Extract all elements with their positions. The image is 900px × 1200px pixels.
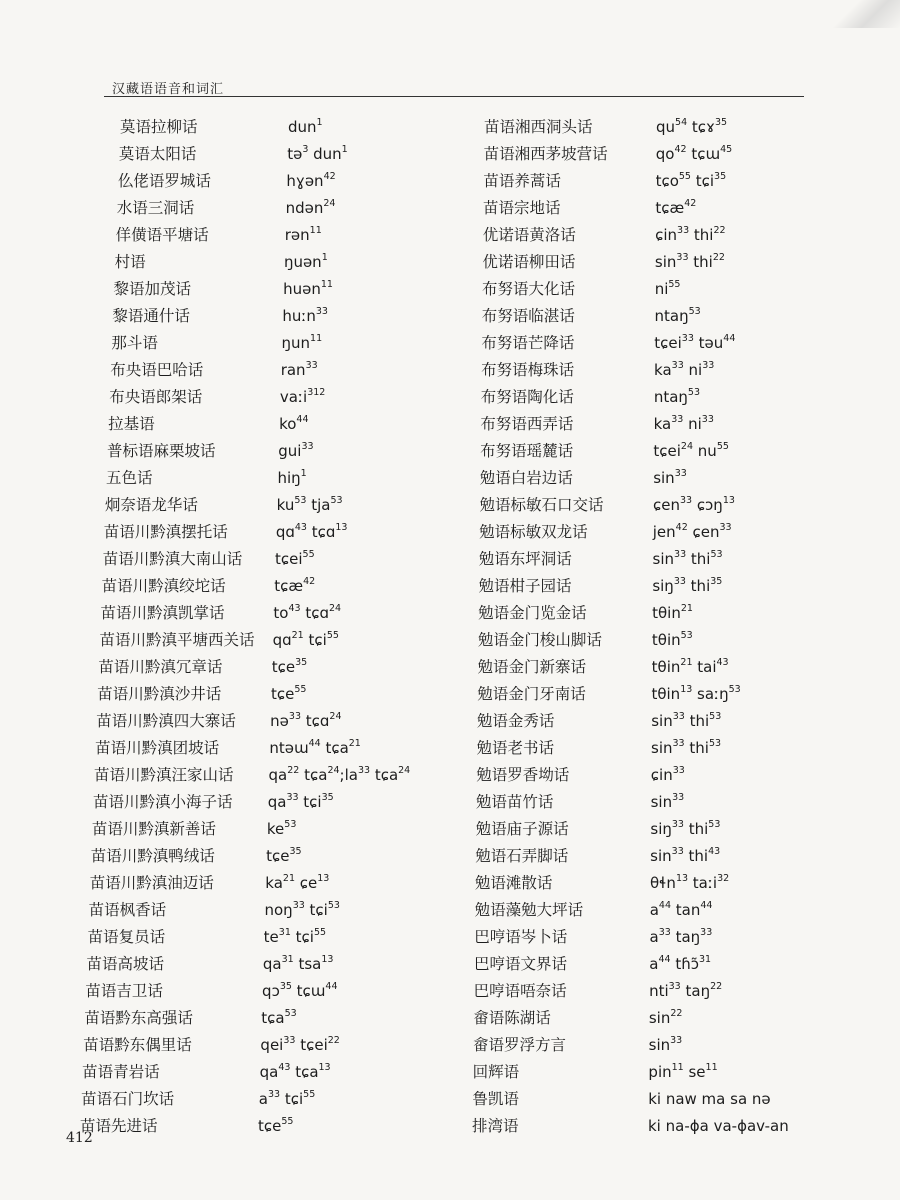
entry-row xyxy=(80,816,440,843)
entry-row xyxy=(472,816,832,843)
dialect-name: 布努语梅珠话 xyxy=(481,361,575,379)
entry-row xyxy=(472,384,832,411)
entry-row xyxy=(472,1059,832,1086)
entry-row xyxy=(472,924,832,951)
entry-row xyxy=(80,978,440,1005)
entry-row xyxy=(80,951,440,978)
entry-row xyxy=(80,1086,440,1113)
entry-row xyxy=(80,384,440,411)
entry-row xyxy=(472,735,832,762)
dialect-name: 苗语川黔滇凯掌话 xyxy=(100,604,225,622)
phonetic-form: $te^{31}$ tɕi$^{55}$ xyxy=(263,927,327,946)
phonetic-form: $\sin^{33} thi^{53}$ xyxy=(651,711,722,730)
entry-row xyxy=(80,249,440,276)
phonetic-form: qɑ$^{21}$ tɕi$^{55}$ xyxy=(272,630,339,649)
dialect-name: 苗语川黔滇四大寨话 xyxy=(96,712,236,730)
dialect-name: 苗语川黔滇鸭绒话 xyxy=(90,847,215,865)
phonetic-form: ɕen$^{33}$ ɕɔŋ$^{13}$ xyxy=(652,495,735,514)
dialect-name: 苗语青岩话 xyxy=(82,1063,160,1081)
phonetic-form: tɕa$^{53}$ xyxy=(261,1008,297,1027)
phonetic-form: θɬn$^{13}$ taːi$^{32}$ xyxy=(649,873,730,892)
entry-row xyxy=(472,627,832,654)
phonetic-form: qɔ$^{35}$ tɕɯ$^{44}$ xyxy=(262,981,338,1000)
entry-row xyxy=(80,195,440,222)
left-column xyxy=(80,114,440,1140)
phonetic-form: tɕe$^{55}$ xyxy=(258,1116,294,1135)
phonetic-form: tθin$^{53}$ xyxy=(651,630,693,649)
dialect-name: 勉语标敏双龙话 xyxy=(479,523,588,541)
dialect-name: 巴哼语岑卜话 xyxy=(474,928,568,946)
dialect-name: 苗语黔东高强话 xyxy=(84,1009,193,1027)
entry-row xyxy=(80,546,440,573)
phonetic-form: $a^{44}$ $\tan^{44}$ xyxy=(649,900,713,919)
dialect-name: 苗语川黔滇冗章话 xyxy=(98,658,223,676)
entry-row xyxy=(472,168,832,195)
entry-row xyxy=(472,1032,832,1059)
entry-row xyxy=(472,762,832,789)
dialect-name: 苗语宗地话 xyxy=(483,199,561,217)
entry-row xyxy=(472,681,832,708)
phonetic-form: huən$^{11}$ xyxy=(283,279,333,298)
entry-row xyxy=(80,168,440,195)
phonetic-form: $\sin^{33} thi^{43}$ xyxy=(650,846,721,865)
phonetic-form: jen$^{42}$ ɕen$^{33}$ xyxy=(652,522,732,541)
phonetic-form: dun$^1$ xyxy=(288,117,323,136)
entry-row xyxy=(80,303,440,330)
dialect-name: 黎语加茂话 xyxy=(113,280,192,298)
phonetic-form: hɣən$^{42}$ xyxy=(286,171,336,190)
phonetic-form: $a^{33}$ taŋ$^{33}$ xyxy=(649,927,713,946)
phonetic-form: tɕe$^{55}$ xyxy=(270,684,307,703)
phonetic-form: ntaŋ$^{53}$ xyxy=(654,306,701,325)
phonetic-form: ɕin$^{33}$ xyxy=(650,765,685,784)
dialect-name: 苗语吉卫话 xyxy=(85,982,163,1000)
dialect-name: 拉基语 xyxy=(108,415,155,433)
entry-row xyxy=(472,573,832,600)
entry-row xyxy=(472,357,832,384)
entry-row xyxy=(472,222,832,249)
running-head: 汉藏语语音和词汇 xyxy=(112,82,225,97)
phonetic-form: pin$^{11}$ $se^{11}$ xyxy=(648,1062,718,1081)
dialect-name: 勉语东坪洞话 xyxy=(478,550,572,568)
dialect-name: 鲁凯语 xyxy=(472,1090,519,1108)
entry-row xyxy=(472,114,832,141)
dialect-name: 苗语川黔滇平塘西关话 xyxy=(99,631,255,649)
entry-row xyxy=(472,789,832,816)
entry-row xyxy=(80,1059,440,1086)
dialect-name: 布央语郎架话 xyxy=(109,388,203,406)
dialect-name: 苗语养蒿话 xyxy=(483,172,561,190)
phonetic-form: $\sin^{33} thi^{22}$ xyxy=(654,252,725,271)
phonetic-form: $\sin^{22}$ xyxy=(648,1008,683,1027)
entry-row xyxy=(80,735,440,762)
entry-row xyxy=(80,924,440,951)
entry-row xyxy=(472,411,832,438)
entry-row xyxy=(80,843,440,870)
phonetic-form: $qa^{31}$ tsa$^{13}$ xyxy=(262,954,334,973)
dialect-name: 畲语罗浮方言 xyxy=(472,1036,566,1054)
right-column xyxy=(472,114,832,1140)
dialect-name: 回辉语 xyxy=(472,1063,520,1081)
phonetic-form: ran$^{33}$ xyxy=(280,360,318,379)
phonetic-form: $to^{43}$ tɕɑ$^{24}$ xyxy=(273,603,342,622)
dialect-name: 村语 xyxy=(114,253,146,271)
dialect-name: 苗语川黔滇沙井话 xyxy=(97,685,222,703)
entry-row xyxy=(80,1005,440,1032)
dialect-name: 勉语藻勉大坪话 xyxy=(474,901,584,919)
dialect-name: 布努语临湛话 xyxy=(481,307,575,325)
dialect-name: 勉语苗竹话 xyxy=(475,793,554,811)
entry-row xyxy=(80,438,440,465)
phonetic-form: $qu^{54}$ tɕɤ$^{35}$ xyxy=(656,117,728,136)
entry-row xyxy=(80,627,440,654)
entry-row xyxy=(80,465,440,492)
phonetic-form: ŋuən$^1$ xyxy=(283,252,328,271)
entry-row xyxy=(80,357,440,384)
entry-row xyxy=(80,789,440,816)
phonetic-form: $ko^{44}$ xyxy=(279,414,309,433)
dialect-name: 苗语湘西茅坡营话 xyxy=(483,145,608,163)
phonetic-form: tθin$^{21}$ xyxy=(652,603,693,622)
phonetic-form: tə$^3$ dun$^1$ xyxy=(287,144,348,163)
phonetic-form: tɕei$^{33}$ təu$^{44}$ xyxy=(654,333,736,352)
dialect-name: 苗语枫香话 xyxy=(88,901,167,919)
dialect-name: 苗语高坡话 xyxy=(86,955,164,973)
entry-row xyxy=(80,330,440,357)
dialect-name: 苗语川黔滇油迈话 xyxy=(89,874,214,892)
entry-row xyxy=(80,573,440,600)
dialect-name: 巴哼语文界话 xyxy=(473,955,567,973)
dialect-name: 普标语麻栗坡话 xyxy=(107,442,216,460)
phonetic-form: ki na-ɸa va-ɸav-an xyxy=(648,1117,789,1135)
dialect-name: 勉语金门牙南话 xyxy=(477,685,586,703)
dialect-name: 苗语先进话 xyxy=(80,1117,158,1135)
dialect-name: 苗语湘西洞头话 xyxy=(484,118,593,136)
dialect-name: 仫佬语罗城话 xyxy=(117,172,211,190)
phonetic-form: $qa^{22}$ $tɕa^{24};la^{33}$ tɕa$^{24}$ xyxy=(268,765,411,784)
phonetic-form: rən$^{11}$ xyxy=(284,225,322,244)
phonetic-form: tθin$^{21}$ tai$^{43}$ xyxy=(651,657,729,676)
dialect-name: 莫语拉柳话 xyxy=(120,118,198,136)
entry-row xyxy=(472,978,832,1005)
phonetic-form: ndən$^{24}$ xyxy=(285,198,336,217)
entry-row xyxy=(80,1032,440,1059)
dialect-name: 苗语川黔滇团坡话 xyxy=(95,739,220,757)
page-number: 412 xyxy=(66,1130,93,1146)
entry-row xyxy=(80,492,440,519)
phonetic-form: $a^{33}$ tɕi$^{55}$ xyxy=(258,1089,316,1108)
entry-row xyxy=(80,114,440,141)
phonetic-form: $ni^{55}$ xyxy=(654,279,681,298)
entry-row xyxy=(472,330,832,357)
dialect-name: 勉语罗香坳话 xyxy=(476,766,570,784)
entry-row xyxy=(472,600,832,627)
phonetic-form: gui$^{33}$ xyxy=(278,441,314,460)
phonetic-form: siŋ$^{33}$ thi$^{53}$ xyxy=(650,819,721,838)
dialect-name: 苗语复员话 xyxy=(87,928,166,946)
dialect-name: 那斗语 xyxy=(111,334,158,352)
dialect-name: 布央语巴哈话 xyxy=(110,361,204,379)
phonetic-form: $a^{44}$ tɦɔ̃$^{31}$ xyxy=(649,954,712,973)
entry-row xyxy=(472,303,832,330)
dialect-name: 勉语金门梭山脚话 xyxy=(477,631,602,649)
phonetic-form: $ku^{53}$ tja$^{53}$ xyxy=(276,495,343,514)
phonetic-form: $ka^{33}$ $ni^{33}$ xyxy=(653,414,714,433)
entry-row xyxy=(472,195,832,222)
phonetic-form: $ka^{33}$ $ni^{33}$ xyxy=(654,360,715,379)
dialect-name: 排湾语 xyxy=(472,1117,519,1135)
entry-row xyxy=(472,276,832,303)
entry-row xyxy=(80,681,440,708)
phonetic-form: qɑ$^{43}$ tɕɑ$^{13}$ xyxy=(275,522,348,541)
entry-row xyxy=(80,222,440,249)
entry-row xyxy=(472,519,832,546)
phonetic-form: ntaŋ$^{53}$ xyxy=(653,387,701,406)
dialect-name: 苗语川黔滇汪家山话 xyxy=(94,766,234,784)
phonetic-form: noŋ$^{33}$ tɕi$^{53}$ xyxy=(264,900,340,919)
dialect-name: 勉语柑子园话 xyxy=(478,577,572,595)
dialect-name: 巴哼语唔奈话 xyxy=(473,982,567,1000)
entry-row xyxy=(472,1005,832,1032)
page-corner-shadow xyxy=(830,0,900,28)
phonetic-form: ɕin$^{33}$ thi$^{22}$ xyxy=(655,225,726,244)
phonetic-form: tɕe$^{35}$ xyxy=(266,846,302,865)
dialect-name: 勉语滩散话 xyxy=(474,874,553,892)
dialect-name: 佯僙语平塘话 xyxy=(115,226,209,244)
phonetic-form: tɕe$^{35}$ xyxy=(271,657,308,676)
entry-row xyxy=(80,762,440,789)
dialect-name: 黎语通什话 xyxy=(112,307,190,325)
entry-row xyxy=(80,276,440,303)
phonetic-form: ŋun$^{11}$ xyxy=(281,333,323,352)
dialect-name: 苗语川黔滇绞坨话 xyxy=(101,577,226,595)
phonetic-form: $qo^{42}$ tɕɯ$^{45}$ xyxy=(655,144,733,163)
dialect-name: 布努语大化话 xyxy=(482,280,576,298)
phonetic-form: siŋ$^{33}$ thi$^{35}$ xyxy=(652,576,723,595)
dialect-name: 布努语西弄话 xyxy=(480,415,574,433)
dialect-name: 苗语川黔滇大南山话 xyxy=(102,550,243,568)
dialect-name: 优诺语柳田话 xyxy=(482,253,576,271)
dialect-name: 布努语瑶麓话 xyxy=(480,442,574,460)
entry-row xyxy=(472,870,832,897)
entry-row xyxy=(472,141,832,168)
entry-row xyxy=(80,600,440,627)
dialect-name: 苗语川黔滇摆托话 xyxy=(103,523,228,541)
header-rule xyxy=(104,96,804,97)
phonetic-form: $\sin^{33}$ xyxy=(650,792,685,811)
phonetic-form: ntəɯ$^{44}$ tɕa$^{21}$ xyxy=(269,738,361,757)
phonetic-form: tɕæ$^{42}$ xyxy=(274,576,316,595)
phonetic-form: hiŋ$^1$ xyxy=(277,468,307,487)
dialect-name: 勉语金门览金话 xyxy=(478,604,587,622)
entry-row xyxy=(472,438,832,465)
entry-row xyxy=(472,843,832,870)
dialect-name: 勉语石弄脚话 xyxy=(475,847,569,865)
entry-row xyxy=(472,465,832,492)
phonetic-form: $\sin^{33} thi^{53}$ xyxy=(651,738,722,757)
phonetic-form: tɕei$^{24}$ $nu^{55}$ xyxy=(653,441,729,460)
phonetic-form: tɕæ$^{42}$ xyxy=(655,198,697,217)
dialect-name: 布努语陶化话 xyxy=(480,388,574,406)
phonetic-form: qei$^{33}$ tɕei$^{22}$ xyxy=(260,1035,340,1054)
dialect-name: 勉语标敏石口交话 xyxy=(479,496,604,514)
dialect-name: 苗语川黔滇小海子话 xyxy=(92,793,233,811)
phonetic-form: $ke^{53}$ xyxy=(266,819,297,838)
entry-row xyxy=(472,708,832,735)
entry-row xyxy=(472,951,832,978)
entry-row xyxy=(472,654,832,681)
dialect-name: 布努语芒降话 xyxy=(481,334,575,352)
entry-row xyxy=(80,897,440,924)
dialect-name: 勉语金秀话 xyxy=(476,712,555,730)
phonetic-form: nti$^{33}$ taŋ$^{22}$ xyxy=(649,981,723,1000)
phonetic-form: nə$^{33}$ tɕɑ$^{24}$ xyxy=(270,711,342,730)
phonetic-form: ki naw ma sa nə xyxy=(648,1090,771,1108)
phonetic-form: vaːi$^{312}$ xyxy=(279,387,326,406)
entry-row xyxy=(472,897,832,924)
dialect-name: 水语三洞话 xyxy=(116,199,195,217)
dialect-name: 苗语黔东偶里话 xyxy=(83,1036,192,1054)
dialect-name: 苗语川黔滇新善话 xyxy=(91,820,216,838)
phonetic-form: tθin$^{13}$ saːŋ$^{53}$ xyxy=(651,684,741,703)
dialect-name: 优诺语黄洛话 xyxy=(482,226,576,244)
entry-row xyxy=(80,411,440,438)
dialect-name: 五色话 xyxy=(105,469,153,487)
dialect-name: 炯奈语龙华话 xyxy=(104,496,198,514)
entry-row xyxy=(472,546,832,573)
dialect-name: 勉语金门新寨话 xyxy=(477,658,587,676)
phonetic-form: huːn$^{33}$ xyxy=(282,306,328,325)
entry-row xyxy=(80,870,440,897)
dialect-name: 勉语白岩边话 xyxy=(479,469,573,487)
phonetic-form: $\sin^{33}$ xyxy=(653,468,687,487)
dialect-name: 苗语石门坎话 xyxy=(81,1090,175,1108)
entry-row xyxy=(80,141,440,168)
dialect-name: 勉语老书话 xyxy=(476,739,555,757)
phonetic-form: $ka^{21}$ ɕe$^{13}$ xyxy=(265,873,330,892)
phonetic-form: tɕo$^{55}$ tɕi$^{35}$ xyxy=(655,171,727,190)
entry-row xyxy=(472,1113,832,1140)
phonetic-form: $qa^{43}$ tɕa$^{13}$ xyxy=(259,1062,331,1081)
phonetic-form: tɕei$^{55}$ xyxy=(275,549,315,568)
phonetic-form: $qa^{33}$ tɕi$^{35}$ xyxy=(267,792,334,811)
phonetic-form: $\sin^{33}$ xyxy=(648,1035,683,1054)
phonetic-form: $\sin^{33} thi^{53}$ xyxy=(652,549,723,568)
entry-row xyxy=(80,654,440,681)
entry-row xyxy=(472,249,832,276)
entry-row xyxy=(472,1086,832,1113)
entry-row xyxy=(80,708,440,735)
dialect-name: 勉语庙子源话 xyxy=(475,820,569,838)
entry-row xyxy=(472,492,832,519)
dialect-name: 畲语陈湖话 xyxy=(473,1009,551,1027)
entry-row xyxy=(80,519,440,546)
entry-row xyxy=(80,1113,440,1140)
dialect-name: 莫语太阳话 xyxy=(118,145,197,163)
